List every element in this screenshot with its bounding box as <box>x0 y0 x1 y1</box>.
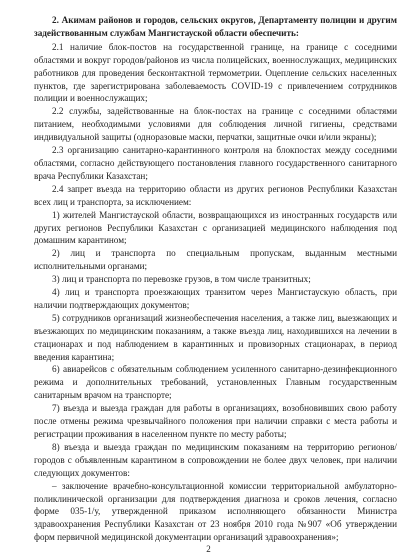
sub-item-dash: – заключение врачебно-консультационной комиссии территориальной амбулаторно-поликлинической организации для подтверждения диагноза и сроков лечения, согласно форме 035-1/у, утвержденной приказом исполняющего обязанности Министра здравоохранения Республики Казахстан от 23 ноября 2010 года №907 «Об утверждении форм первичной медицинской документации организаций здравоохранения»; <box>34 480 397 543</box>
paragraph-2-2: 2.2 службы, задействованные на блок-постах на границе с соседними областями питанием, необходимыми условиями для соблюдения личной гигиены, средствами индивидуальной защиты (одноразовые маски, перчатки, защитные очки и/или экраны); <box>34 106 397 143</box>
page-number: 2 <box>206 544 211 555</box>
list-item-3: 3) лиц и транспорта по перевозке грузов, в том числе транзитных; <box>52 274 311 285</box>
list-item-8: 8) въезда и выезда граждан по медицинским показаниям на территорию регионов/городов с объявленным карантином в сопровождении не более двух человек, при наличии следующих документов: <box>34 441 397 478</box>
list-item-7: 7) въезда и выезда граждан для работы в организациях, возобновивших свою работу после отмены режима чрезвычайного положения при наличии справки с места работы и регистрации проживания в населенном пункте по месту работы; <box>34 403 397 439</box>
list-item-6: 6) авиарейсов с обязательным соблюдением усиленного санитарно-дезинфекционного режима и дополнительных требований, установленных Главным государственным санитарным врачом на транспорте; <box>34 364 397 401</box>
paragraph-2-1: 2.1 наличие блок-постов на государственной границе, на границе с соседними областями и вокруг городов/районов из числа полицейских, военнослужащих, медицинских работников для проведения бесконтактной термометрии. Оцепление сельских населенных пунктов, где зарегистрирована заболеваемость COVID-19 с привлечением сотрудников полиции и военнослужащих; <box>34 41 397 104</box>
paragraph-2-4: 2.4 запрет въезда на территорию области из других регионов Республики Казахстан всех лиц и транспорта, за исключением: <box>34 183 397 207</box>
list-item-2: 2) лиц и транспорта по специальным пропускам, выданным местными исполнительными органами; <box>34 248 397 272</box>
list-item-1: 1) жителей Мангистауской области, возвращающихся из иностранных государств или других регионов Республики Казахстан с организацией медицинского наблюдения под домашним карантином; <box>34 209 397 246</box>
list-item-5: 5) сотрудников организаций жизнеобеспечения населения, а также лиц, выезжающих и въезжающих по медицинским показаниям, а также въезда лиц, находившихся на лечении в стационарах и под наблюдением в карантинных и провизорных стационарах, в период введения карантина; <box>34 312 397 362</box>
document-body <box>34 41 397 544</box>
paragraph-2-3: 2.3 организацию санитарно-карантинного контроля на блокпостах между соседними областями, согласно действующего постановления главного государственного санитарного врача Республики Казахстан; <box>34 145 397 181</box>
section-heading: 2. Акимам районов и городов, сельских округов, Департаменту полиции и другим задействованным службам Мангистауской области обеспечить: <box>34 15 397 38</box>
list-item-4: 4) лиц и транспорта проезжающих транзитом через Мангистаускую область, при наличии подтверждающих документов; <box>34 287 397 310</box>
